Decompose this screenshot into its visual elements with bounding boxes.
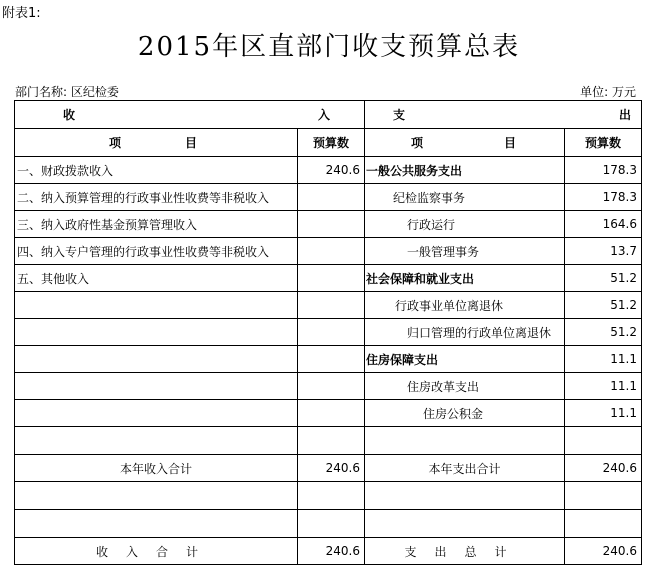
blank-cell	[298, 482, 365, 510]
expense-value: 11.1	[565, 400, 642, 427]
income-budget-column-header: 预算数	[298, 129, 365, 157]
income-value	[298, 238, 365, 265]
budget-table	[14, 100, 642, 565]
income-item: 三、纳入政府性基金预算管理收入	[15, 211, 298, 238]
blank-cell	[15, 427, 298, 455]
year-income-total-value: 240.6	[298, 455, 365, 482]
grand-total-row	[15, 538, 642, 565]
income-item: 二、纳入预算管理的行政事业性收费等非税收入	[15, 184, 298, 211]
unit-label: 单位: 万元	[580, 85, 636, 99]
year-expense-total-label: 本年支出合计	[365, 455, 565, 482]
blank-row	[15, 510, 642, 538]
column-header-row	[15, 129, 642, 157]
income-item	[15, 292, 298, 319]
table-row	[15, 292, 642, 319]
expense-item: 纪检监察事务	[365, 184, 565, 211]
grand-expense-label: 支出总计	[404, 544, 525, 559]
expense-item: 行政事业单位离退休	[365, 292, 565, 319]
year-total-row	[15, 455, 642, 482]
income-header-right: 入	[317, 108, 330, 122]
expense-item: 住房保障支出	[365, 346, 565, 373]
expense-value: 164.6	[565, 211, 642, 238]
expense-item: 一般公共服务支出	[365, 157, 565, 184]
income-item	[15, 400, 298, 427]
blank-cell	[298, 510, 365, 538]
expense-item: 住房公积金	[365, 400, 565, 427]
table-row	[15, 400, 642, 427]
income-item: 一、财政拨款收入	[15, 157, 298, 184]
expense-value: 51.2	[565, 319, 642, 346]
item-header-left: 项	[109, 136, 122, 150]
grand-expense-value: 240.6	[565, 538, 642, 565]
expense-item: 一般管理事务	[365, 238, 565, 265]
income-item	[15, 373, 298, 400]
expense-value: 178.3	[565, 157, 642, 184]
expense-header-left: 支	[393, 108, 406, 122]
table-row	[15, 346, 642, 373]
income-item: 四、纳入专户管理的行政事业性收费等非税收入	[15, 238, 298, 265]
table-row	[15, 319, 642, 346]
grand-income-value: 240.6	[298, 538, 365, 565]
blank-cell	[365, 427, 565, 455]
blank-cell	[565, 510, 642, 538]
table-row	[15, 184, 642, 211]
expense-item: 住房改革支出	[365, 373, 565, 400]
expense-section-header	[365, 101, 642, 129]
income-section-header	[15, 101, 365, 129]
expense-value: 13.7	[565, 238, 642, 265]
expense-item-column-header	[365, 129, 565, 157]
item-header-right: 目	[184, 136, 197, 150]
expense-item: 社会保障和就业支出	[365, 265, 565, 292]
item-header-right: 目	[503, 136, 516, 150]
income-value	[298, 319, 365, 346]
table-row	[15, 373, 642, 400]
year-expense-total-value: 240.6	[565, 455, 642, 482]
blank-cell	[15, 482, 298, 510]
expense-value: 51.2	[565, 265, 642, 292]
grand-expense-label-cell	[365, 538, 565, 565]
table-row	[15, 211, 642, 238]
table-row	[15, 238, 642, 265]
attachment-label: 附表1:	[2, 6, 41, 21]
grand-income-label-cell	[15, 538, 298, 565]
blank-cell	[298, 427, 365, 455]
income-value	[298, 265, 365, 292]
income-item	[15, 319, 298, 346]
grand-income-label: 收入合计	[95, 544, 216, 559]
expense-item: 归口管理的行政单位离退休	[365, 319, 565, 346]
table-row	[15, 157, 642, 184]
expense-value: 51.2	[565, 292, 642, 319]
expense-budget-column-header: 预算数	[565, 129, 642, 157]
blank-cell	[365, 482, 565, 510]
blank-cell	[565, 482, 642, 510]
expense-value: 178.3	[565, 184, 642, 211]
income-value	[298, 346, 365, 373]
section-header-row	[15, 101, 642, 129]
income-value	[298, 373, 365, 400]
page-title: 2015年区直部门收支预算总表	[137, 32, 521, 62]
blank-row	[15, 427, 642, 455]
income-value	[298, 184, 365, 211]
table-row	[15, 265, 642, 292]
blank-row	[15, 482, 642, 510]
income-item	[15, 346, 298, 373]
department-name: 部门名称: 区纪检委	[15, 85, 119, 99]
blank-cell	[565, 427, 642, 455]
income-value	[298, 400, 365, 427]
expense-value: 11.1	[565, 373, 642, 400]
expense-header-right: 出	[618, 108, 631, 122]
income-item-column-header	[15, 129, 298, 157]
item-header-left: 项	[411, 136, 424, 150]
income-value	[298, 211, 365, 238]
expense-value: 11.1	[565, 346, 642, 373]
year-income-total-label: 本年收入合计	[15, 455, 298, 482]
expense-item: 行政运行	[365, 211, 565, 238]
blank-cell	[365, 510, 565, 538]
income-header-left: 收	[63, 108, 76, 122]
blank-cell	[15, 510, 298, 538]
income-value: 240.6	[298, 157, 365, 184]
income-item: 五、其他收入	[15, 265, 298, 292]
income-value	[298, 292, 365, 319]
